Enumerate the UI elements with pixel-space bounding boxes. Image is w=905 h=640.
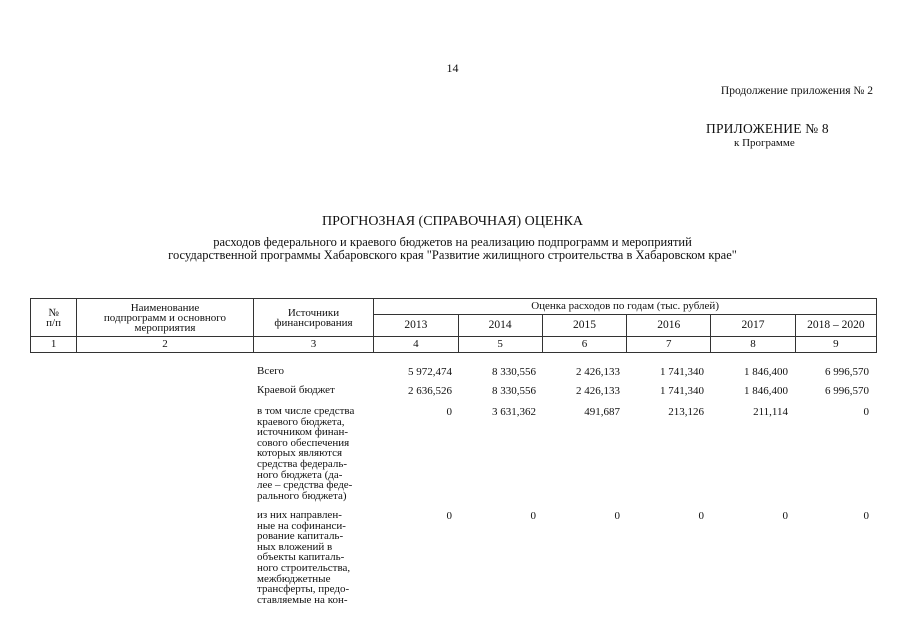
document-subtitle-line-2: государственной программы Хабаровского края "Развитие жилищного строительства в Хабаровском крае" [168,248,737,262]
column-number: 4 [374,337,458,353]
value-cell: 491,687 [584,406,620,418]
year-header: 2014 [458,315,542,337]
source-cell [257,510,369,605]
value-cell: 0 [614,510,620,522]
value-cell: 2 636,526 [408,385,452,397]
source-cell [257,385,369,396]
source-line: источником финан- [257,426,349,439]
source-cell [257,406,369,501]
source-line: ного бюджета (да- [257,468,343,481]
source-line: лее – средства феде- [257,479,353,492]
value-cell: 8 330,556 [492,366,536,378]
header-number-line-1: № [48,306,59,319]
header-estimate: Оценка расходов по годам (тыс. рублей) [374,299,877,315]
value-cell: 0 [782,510,788,522]
table-header-row [31,299,877,315]
value-cell: 3 631,362 [492,406,536,418]
value-cell: 0 [698,510,704,522]
source-line: объекты капиталь- [257,551,345,564]
column-number: 5 [458,337,542,353]
page-number: 14 [446,61,459,75]
source-line: межбюджетные [257,572,331,585]
value-cell: 1 846,400 [744,366,788,378]
header-name-line-2: подпрограмм и основного [103,311,227,324]
column-number: 6 [542,337,626,353]
year-header: 2015 [542,315,626,337]
column-number-row [31,337,877,353]
source-line: ного строительства, [257,561,351,574]
column-number: 2 [77,337,254,353]
column-number: 9 [795,337,876,353]
continuation-note: Продолжение приложения № 2 [720,85,873,97]
value-cell: 0 [863,406,869,418]
source-line: в том числе средства [257,405,355,417]
value-cell: 6 996,570 [825,366,869,378]
header-name-line-3: мероприятия [134,321,196,334]
source-line: сового обеспечения [257,436,350,449]
value-cell: 211,114 [753,406,788,418]
year-header: 2013 [374,315,458,337]
appendix-title: ПРИЛОЖЕНИЕ № 8 [706,121,829,136]
header-number-line-2: п/п [46,316,61,329]
value-cell: 2 426,133 [576,385,620,397]
column-number: 1 [31,337,77,353]
source-line: средства федераль- [257,457,348,470]
year-header: 2018 – 2020 [795,315,876,337]
source-line: из них направлен- [257,509,342,521]
source-line: ных вложений в [257,540,333,553]
document-title: ПРОГНОЗНАЯ (СПРАВОЧНАЯ) ОЦЕНКА [321,214,584,229]
appendix-subtitle: к Программе [734,137,795,149]
source-line: Краевой бюджет [257,384,335,396]
year-header: 2016 [627,315,711,337]
source-cell [257,366,369,377]
value-cell: 1 846,400 [744,385,788,397]
source-line: краевого бюджета, [257,415,345,428]
value-cell: 1 741,340 [660,366,704,378]
value-cell: 0 [863,510,869,522]
year-header: 2017 [711,315,795,337]
source-line: рование капиталь- [257,530,344,543]
header-source-line-1: Источники [287,306,340,319]
header-number [31,299,77,337]
header-name [77,299,254,337]
source-line: ные на софинанси- [257,519,346,532]
header-name-line-1: Наименование [130,301,200,314]
value-cell: 1 741,340 [660,385,704,397]
header-source-line-2: финансирования [274,316,353,329]
header-source [253,299,373,337]
budget-table [30,298,877,353]
column-number: 3 [253,337,373,353]
value-cell: 2 426,133 [576,366,620,378]
source-line: трансферты, предо- [257,583,350,596]
column-number: 8 [711,337,795,353]
value-cell: 213,126 [668,406,704,418]
source-line: ставляемые на кон- [257,593,348,606]
document-subtitle-line-1: расходов федерального и краевого бюджетов на реализацию подпрограмм и мероприятий [213,235,692,249]
value-cell: 6 996,570 [825,385,869,397]
value-cell: 0 [446,406,452,418]
value-cell: 0 [530,510,536,522]
source-line: Всего [257,365,284,377]
value-cell: 0 [446,510,452,522]
value-cell: 5 972,474 [408,366,452,378]
value-cell: 8 330,556 [492,385,536,397]
column-number: 7 [627,337,711,353]
source-line: которых являются [257,447,343,460]
source-line: рального бюджета) [257,489,347,502]
